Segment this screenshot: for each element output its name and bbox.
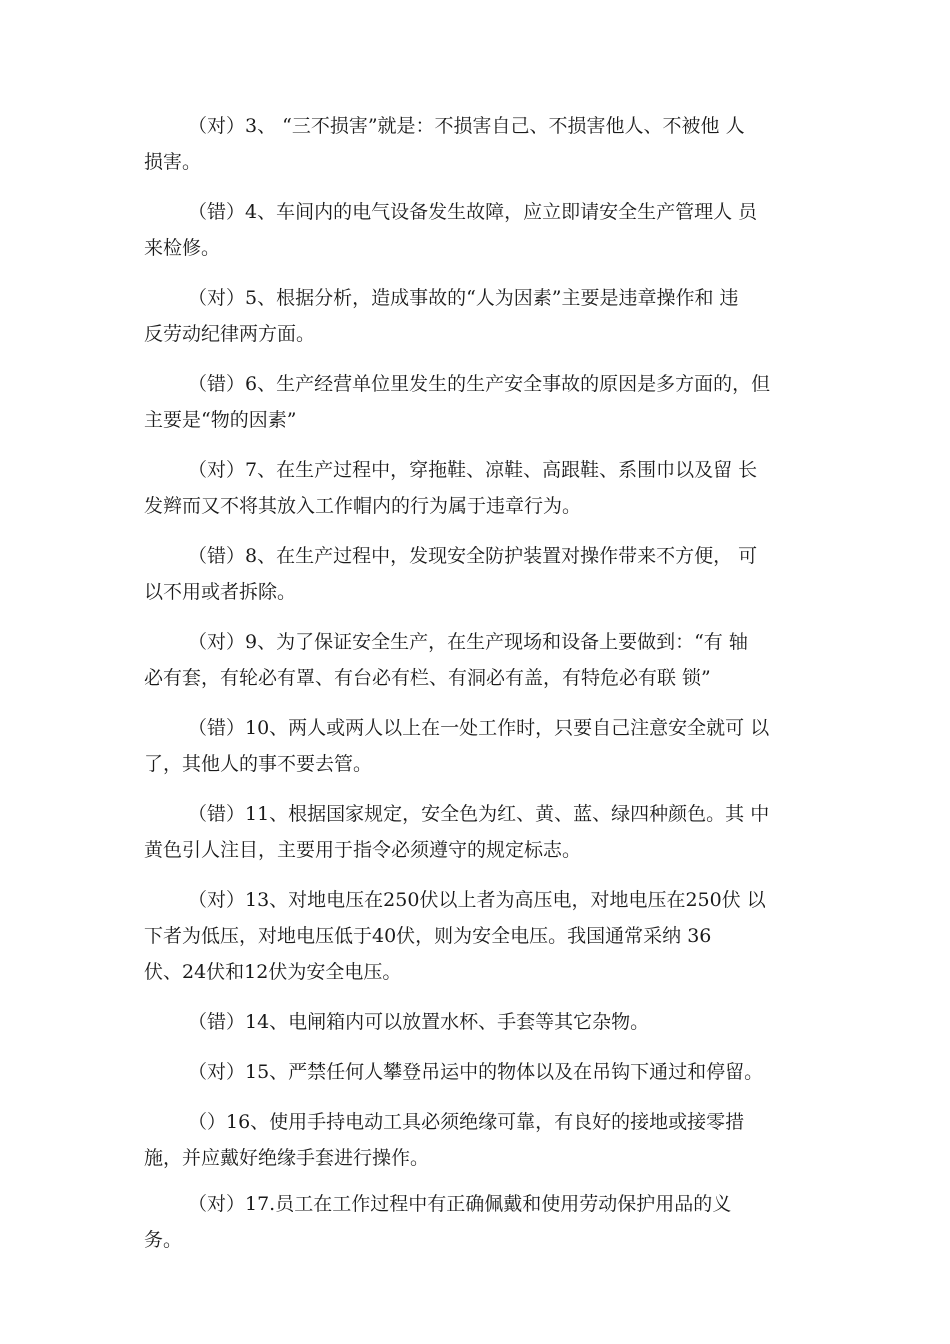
item-text-line: 发辫而又不将其放入工作帽内的行为属于违章行为。 xyxy=(144,495,582,517)
item-text-line: 以不用或者拆除。 xyxy=(144,581,297,603)
item-text-line: （错）10、两人或两人以上在一处工作时，只要自己注意安全就可 以 xyxy=(188,717,770,739)
item-text-line: （错）6、生产经营单位里发生的生产安全事故的原因是多方面的，但 xyxy=(188,373,771,395)
true-false-list xyxy=(144,108,834,1258)
list-item xyxy=(144,452,834,524)
item-text-line: 伏、24伏和12伏为安全电压。 xyxy=(144,961,402,983)
list-item xyxy=(144,280,834,352)
item-text-line: 黄色引人注目，主要用于指令必须遵守的规定标志。 xyxy=(144,839,582,861)
list-item xyxy=(144,366,834,438)
list-item xyxy=(144,1004,834,1040)
item-text-line: 来检修。 xyxy=(144,237,221,259)
item-text-line: （对）13、对地电压在250伏以上者为高压电，对地电压在250伏 以 xyxy=(188,889,766,911)
list-item xyxy=(144,538,834,610)
item-text-line: （对）17.员工在工作过程中有正确佩戴和使用劳动保护用品的义 xyxy=(188,1193,732,1215)
item-text-line: 主要是“物的因素” xyxy=(144,409,297,431)
item-text-line: （）16、使用手持电动工具必须绝缘可靠，有良好的接地或接零措 xyxy=(188,1111,745,1133)
list-item xyxy=(144,108,834,180)
item-text-line: 损害。 xyxy=(144,151,202,173)
item-text-line: （对）5、根据分析，造成事故的“人为因素”主要是违章操作和 违 xyxy=(188,287,739,309)
item-text-line: （错）8、在生产过程中，发现安全防护装置对操作带来不方便， 可 xyxy=(188,545,758,567)
list-item xyxy=(144,1054,834,1090)
list-item xyxy=(144,624,834,696)
item-text-line: 反劳动纪律两方面。 xyxy=(144,323,316,345)
item-text-line: （对）3、 “三不损害”就是：不损害自己、不损害他人、不被他 人 xyxy=(188,115,745,137)
item-text-line: （对）9、为了保证安全生产，在生产现场和设备上要做到：“有 轴 xyxy=(188,631,748,653)
list-item xyxy=(144,882,834,990)
list-item xyxy=(144,194,834,266)
item-text-line: 必有套，有轮必有罩、有台必有栏、有洞必有盖，有特危必有联 锁” xyxy=(144,667,711,689)
item-text-line: （错）4、车间内的电气设备发生故障，应立即请安全生产管理人 员 xyxy=(188,201,758,223)
list-item xyxy=(144,1186,834,1258)
list-item xyxy=(144,1104,834,1176)
item-text-line: （对）7、在生产过程中，穿拖鞋、凉鞋、高跟鞋、系围巾以及留 长 xyxy=(188,459,758,481)
item-text-line: 务。 xyxy=(144,1229,183,1251)
item-text-line: 了，其他人的事不要去管。 xyxy=(144,753,373,775)
list-item xyxy=(144,796,834,868)
list-item xyxy=(144,710,834,782)
item-text-line: （错）14、电闸箱内可以放置水杯、手套等其它杂物。 xyxy=(188,1011,650,1033)
item-text-line: 下者为低压，对地电压低于40伏，则为安全电压。我国通常采纳 36 xyxy=(144,925,712,947)
item-text-line: （对）15、严禁任何人攀登吊运中的物体以及在吊钩下通过和停留。 xyxy=(188,1061,764,1083)
item-text-line: 施，并应戴好绝缘手套进行操作。 xyxy=(144,1147,430,1169)
item-text-line: （错）11、根据国家规定，安全色为红、黄、蓝、绿四种颜色。其 中 xyxy=(188,803,770,825)
